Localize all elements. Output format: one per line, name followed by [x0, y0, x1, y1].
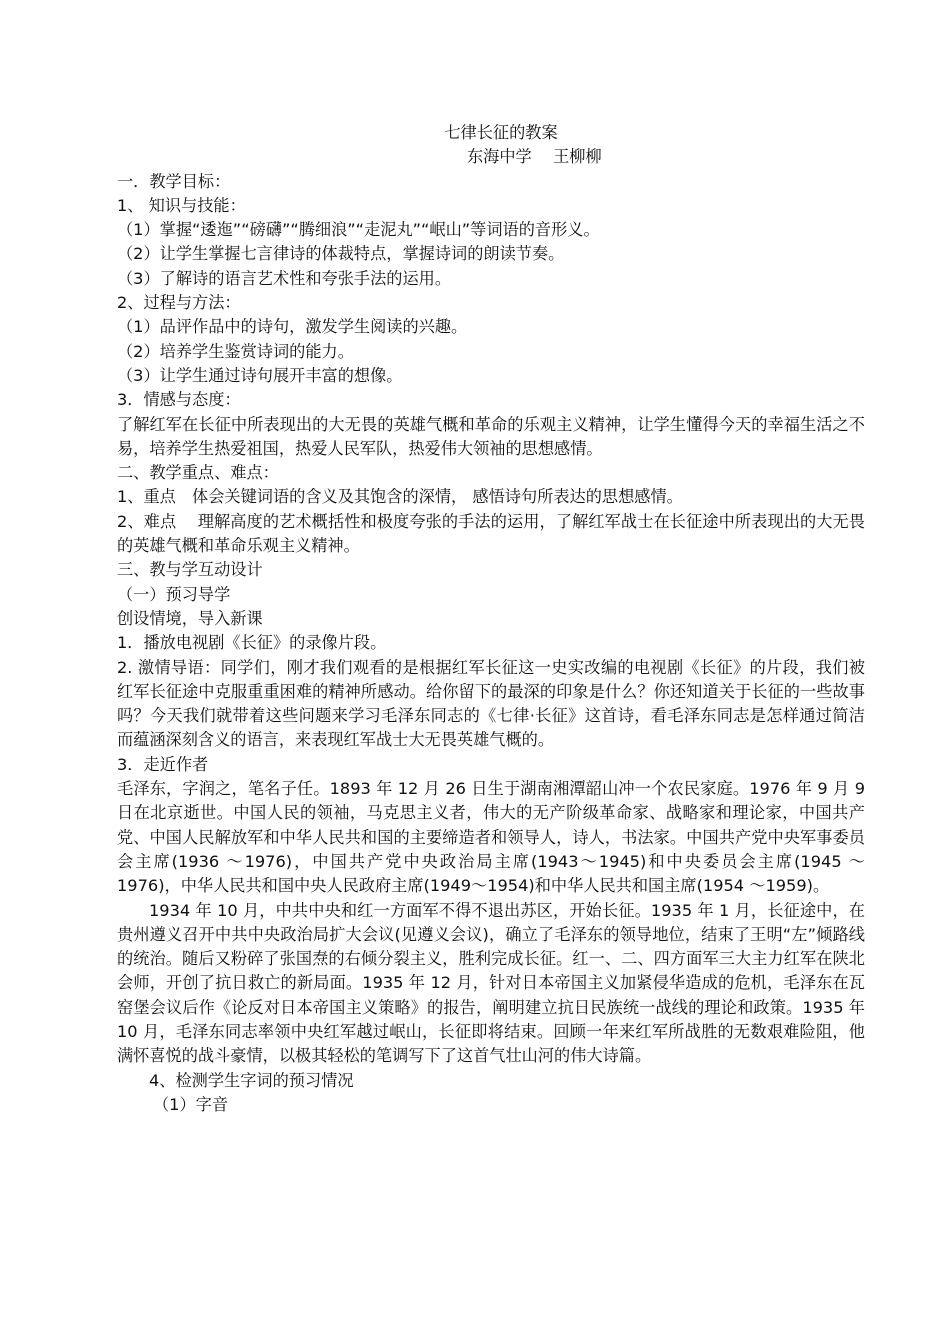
subsection-heading: （一）预习导学 — [117, 584, 231, 604]
list-item: （3）了解诗的语言艺术性和夸张手法的运用。 — [117, 268, 452, 288]
document-page — [117, 121, 865, 1117]
section-heading: 三、教与学互动设计 — [117, 560, 263, 580]
paragraph: 1934 年 10 月，中共中央和红一方面军不得不退出苏区，开始长征。1935 年 1 月，长征途中，在贵州遵义召开中共中央政治局扩大会议(见遵义会议)，确立了毛泽东的领导地位，结束了王明“左”倾路线的统治。随后又粉碎了张国焘的右倾分裂主义，胜利完成长征。红一、二、四方面军三大主力红军在陕北会师，开创了抗日救亡的新局面。1935 年 12 月，针对日本帝国主义加紧侵华造成的危机，毛泽东在瓦窑堡会议后作《论反对日本帝国主义策略》的报告，阐明建立抗日民族统一战线的理论和政策。1935 年 10 月，毛泽东同志率领中央红军越过岷山，长征即将结束。回顾一年来红军所战胜的无数艰难险阻，他满怀喜悦的战斗豪情，以极其轻松的笔调写下了这首气壮山河的伟大诗篇。 — [117, 900, 865, 1066]
list-item: （3）让学生通过诗句展开丰富的想像。 — [117, 365, 403, 385]
list-item: 1．播放电视剧《长征》的录像片段。 — [117, 633, 387, 653]
paragraph: 了解红军在长征中所表现出的大无畏的英雄气概和革命的乐观主义精神，让学生懂得今天的幸福生活之不易，培养学生热爱祖国，热爱人民军队，热爱伟大领袖的思想感情。 — [117, 414, 865, 458]
document-title: 七律长征的教案 — [444, 123, 558, 142]
paragraph: 2、难点 理解高度的艺术概括性和极度夸张的手法的运用，了解红军战士在长征途中所表现出的大无畏的英雄气概和革命乐观主义精神。 — [117, 511, 865, 556]
list-item: （2）让学生掌握七言律诗的体裁特点，掌握诗词的朗读节奏。 — [117, 244, 565, 264]
section-heading: 二、教学重点、难点： — [117, 463, 279, 483]
document-author: 东海中学 王柳柳 — [467, 147, 602, 167]
subsection-heading: （1）字音 — [153, 1094, 229, 1114]
paragraph: 创设情境，导入新课 — [117, 608, 263, 628]
subsection-heading: 3．走近作者 — [117, 754, 209, 774]
subsection-heading: 2、过程与方法： — [117, 293, 241, 313]
paragraph: 1、重点 体会关键词语的含义及其饱含的深情， 感悟诗句所表达的思想感情。 — [117, 487, 683, 507]
subsection-heading: 3．情感与态度： — [117, 390, 241, 410]
list-item: （1）掌握“逶迤”“磅礴”“腾细浪”“走泥丸”“岷山”等词语的音形义。 — [117, 220, 600, 240]
section-heading: 一．教学目标： — [117, 171, 231, 191]
paragraph: 2. 激情导语：同学们，刚才我们观看的是根据红军长征这一史实改编的电视剧《长征》的片段，我们被红军长征途中克服重重困难的精神所感动。给你留下的最深的印象是什么？你还知道关于长征的一些故事吗？今天我们就带着这些问题来学习毛泽东同志的《七律·长征》这首诗，看毛泽东同志是怎样通过简洁而蕴涵深刻含义的语言，来表现红军战士大无畏英雄气概的。 — [117, 657, 865, 750]
paragraph: 毛泽东，字润之，笔名子任。1893 年 12 月 26 日生于湖南湘潭韶山冲一个农民家庭。1976 年 9 月 9 日在北京逝世。中国人民的领袖，马克思主义者，伟大的无产阶级革命家、战略家和理论家，中国共产党、中国人民解放军和中华人民共和国的主要缔造者和领导人，诗人，书法家。中国共产党中央军事委员会主席(1936 ～1976)，中国共产党中央政治局主席(1943～1945)和中央委员会主席(1945 ～1976)，中华人民共和国中央人民政府主席(1949～1954)和中华人民共和国主席(1954 ～1959)。 — [117, 779, 865, 896]
subsection-heading: 4、检测学生字词的预习情况 — [149, 1070, 354, 1090]
list-item: （2）培养学生鉴赏诗词的能力。 — [117, 341, 354, 361]
subsection-heading: 1、 知识与技能： — [117, 195, 246, 215]
list-item: （1）品评作品中的诗句，激发学生阅读的兴趣。 — [117, 317, 468, 337]
